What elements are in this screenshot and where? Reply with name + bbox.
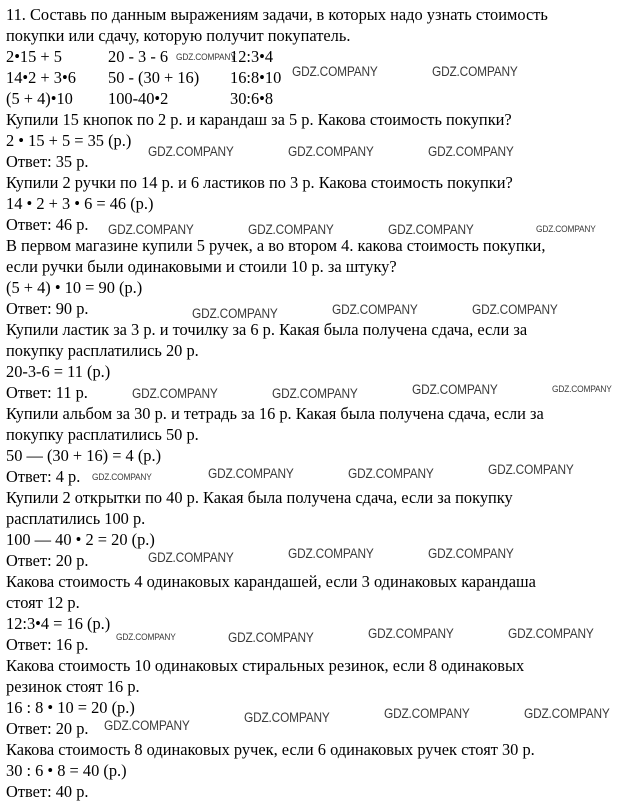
watermark: GDZ.COMPANY [272, 386, 358, 401]
watermark: GDZ.COMPANY [384, 706, 470, 721]
problem-question: Купили 15 кнопок по 2 р. и карандаш за 5 р. Какова стоимость покупки? [6, 110, 512, 129]
problem-solution: 2 • 15 + 5 = 35 (р.) [6, 131, 132, 150]
watermark: GDZ.COMPANY [248, 222, 334, 237]
problem-question: покупку расплатились 50 р. [6, 425, 199, 444]
problem-solution: 20-3-6 = 11 (р.) [6, 362, 111, 381]
watermark: GDZ.COMPANY [192, 306, 278, 321]
problem-answer: Ответ: 90 р. [6, 299, 89, 318]
watermark: GDZ.COMPANY [228, 630, 314, 645]
expression: 2•15 + 5 [6, 47, 62, 66]
watermark: GDZ.COMPANY [244, 710, 330, 725]
problem-answer: Ответ: 16 р. [6, 635, 89, 654]
problem-question: стоят 12 р. [6, 593, 80, 612]
problem-solution: 14 • 2 + 3 • 6 = 46 (р.) [6, 194, 154, 213]
problem-answer: Ответ: 4 р. [6, 467, 81, 486]
problem-answer: Ответ: 46 р. [6, 215, 89, 234]
problem-question: Купили альбом за 30 р. и тетрадь за 16 р. Какая была получена сдача, если за [6, 404, 544, 423]
problem-question: если ручки были одинаковыми и стоили 10 р. за штуку? [6, 257, 397, 276]
watermark: GDZ.COMPANY [208, 466, 294, 481]
problem-question: Купили 2 открытки по 40 р. Какая была получена сдача, если за покупку [6, 488, 513, 507]
expression: 16:8•10 [230, 68, 282, 87]
problem-question: покупку расплатились 20 р. [6, 341, 199, 360]
watermark: GDZ.COMPANY [472, 302, 558, 317]
watermark: GDZ.COMPANY [428, 144, 514, 159]
document-page [6, 4, 626, 802]
problem-solution: (5 + 4) • 10 = 90 (р.) [6, 278, 143, 297]
problem-answer: Ответ: 40 р. [6, 782, 89, 801]
watermark: GDZ.COMPANY [116, 632, 176, 643]
watermark: GDZ.COMPANY [432, 64, 518, 79]
problem-question: расплатились 100 р. [6, 509, 146, 528]
watermark: GDZ.COMPANY [104, 718, 190, 733]
watermark: GDZ.COMPANY [132, 386, 218, 401]
expression: 14•2 + 3•6 [6, 68, 76, 87]
problem-question: Купили 2 ручки по 14 р. и 6 ластиков по 3 р. Какова стоимость покупки? [6, 173, 513, 192]
watermark: GDZ.COMPANY [288, 546, 374, 561]
problem-question: Какова стоимость 8 одинаковых ручек, если 6 одинаковых ручек стоят 30 р. [6, 740, 535, 759]
watermark: GDZ.COMPANY [488, 462, 574, 477]
problem-question: резинок стоят 16 р. [6, 677, 140, 696]
watermark: GDZ.COMPANY [368, 626, 454, 641]
task-header-line-2: покупки или сдачу, которую получит покупатель. [6, 26, 351, 45]
problem-question: Купили ластик за 3 р. и точилку за 6 р. Какая была получена сдача, если за [6, 320, 528, 339]
watermark: GDZ.COMPANY [176, 52, 236, 63]
watermark: GDZ.COMPANY [332, 302, 418, 317]
problem-answer: Ответ: 11 р. [6, 383, 88, 402]
problem-question: Какова стоимость 10 одинаковых стиральных резинок, если 8 одинаковых [6, 656, 525, 675]
watermark: GDZ.COMPANY [388, 222, 474, 237]
problem-answer: Ответ: 35 р. [6, 152, 89, 171]
watermark: GDZ.COMPANY [108, 222, 194, 237]
watermark: GDZ.COMPANY [148, 550, 234, 565]
problem-solution: 12:3•4 = 16 (р.) [6, 614, 111, 633]
expression: 30:6•8 [230, 89, 274, 108]
watermark: GDZ.COMPANY [148, 144, 234, 159]
problem-solution: 50 — (30 + 16) = 4 (р.) [6, 446, 162, 465]
problem-question: В первом магазине купили 5 ручек, а во втором 4. какова стоимость покупки, [6, 236, 546, 255]
watermark: GDZ.COMPANY [412, 382, 498, 397]
expression-row [6, 88, 626, 109]
watermark: GDZ.COMPANY [348, 466, 434, 481]
watermark: GDZ.COMPANY [552, 384, 612, 395]
watermark: GDZ.COMPANY [508, 626, 594, 641]
watermark: GDZ.COMPANY [92, 472, 152, 483]
task-header-line-1: 11. Составь по данным выражениям задачи, в которых надо узнать стоимость [6, 5, 548, 24]
watermark: GDZ.COMPANY [428, 546, 514, 561]
watermark: GDZ.COMPANY [292, 64, 378, 79]
problem-answer: Ответ: 20 р. [6, 551, 89, 570]
expression: 20 - 3 - 6 [108, 47, 169, 66]
watermark: GDZ.COMPANY [288, 144, 374, 159]
watermark: GDZ.COMPANY [524, 706, 610, 721]
problem-solution: 100 — 40 • 2 = 20 (р.) [6, 530, 155, 549]
problem-answer: Ответ: 20 р. [6, 719, 89, 738]
expression: (5 + 4)•10 [6, 89, 73, 108]
watermark: GDZ.COMPANY [536, 224, 596, 235]
expression: 12:3•4 [230, 47, 274, 66]
problem-question: Какова стоимость 4 одинаковых карандашей, если 3 одинаковых карандаша [6, 572, 536, 591]
expression: 100-40•2 [108, 89, 169, 108]
problem-solution: 30 : 6 • 8 = 40 (р.) [6, 761, 127, 780]
expression: 50 - (30 + 16) [108, 68, 200, 87]
problem-solution: 16 : 8 • 10 = 20 (р.) [6, 698, 135, 717]
